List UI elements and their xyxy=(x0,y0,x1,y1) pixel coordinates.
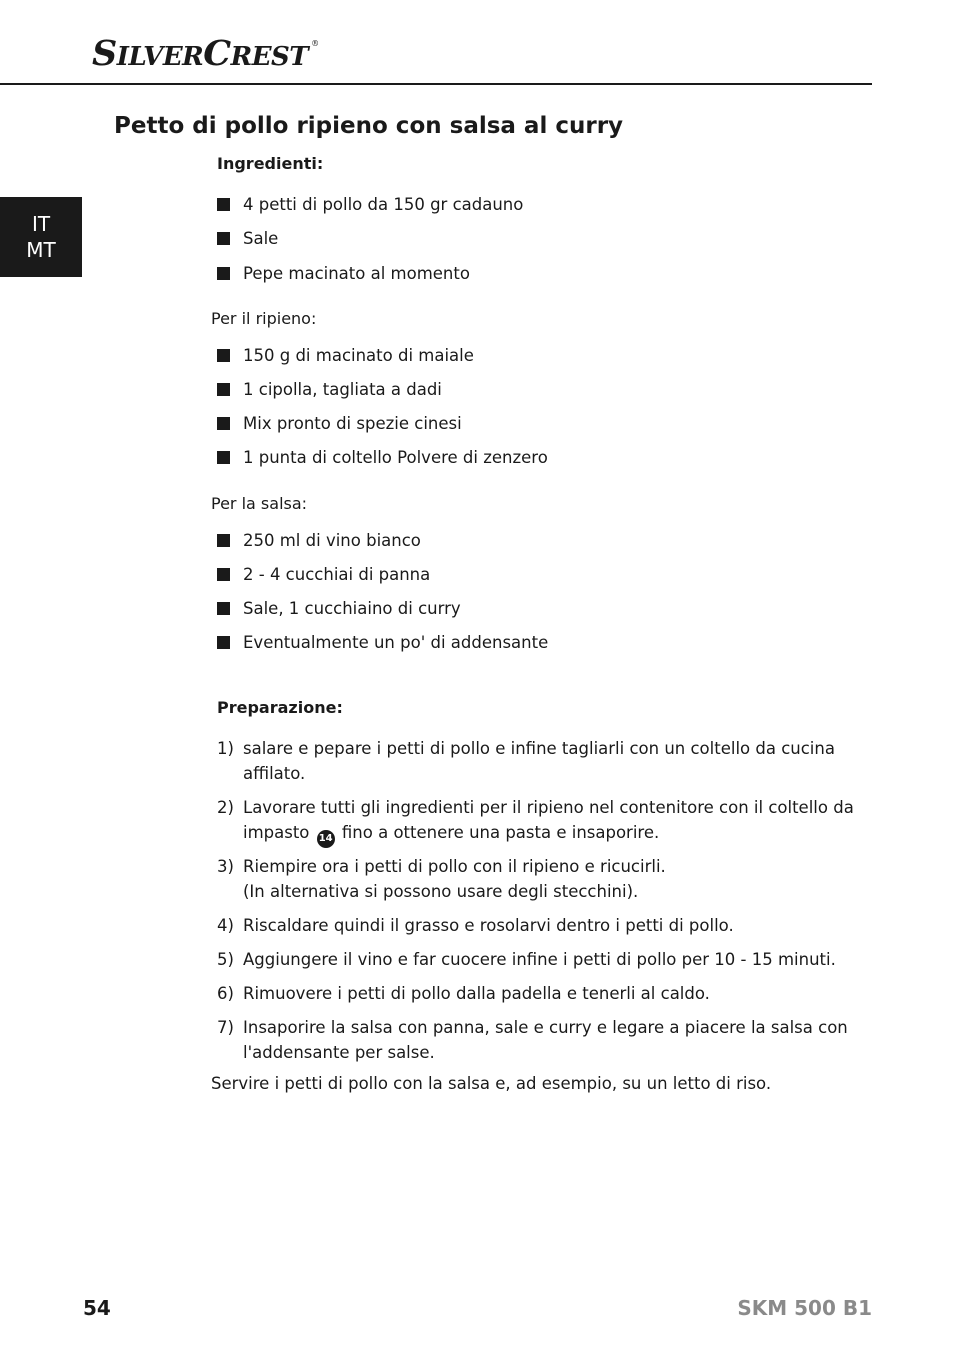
list-item: Eventualmente un po' di addensante xyxy=(217,633,548,652)
step-item: 4) Riscaldare quindi il grasso e rosolarvi dentro i petti di pollo. xyxy=(217,916,734,935)
bullet-icon xyxy=(217,267,230,280)
list-item: 4 petti di pollo da 150 gr cadauno xyxy=(217,195,523,214)
bullet-icon xyxy=(217,568,230,581)
list-item: 1 punta di coltello Polvere di zenzero xyxy=(217,448,548,467)
bullet-icon xyxy=(217,451,230,464)
step-item: 6) Rimuovere i petti di pollo dalla padella e tenerli al caldo. xyxy=(217,984,710,1003)
page-number: 54 xyxy=(83,1296,111,1320)
language-code-it: IT xyxy=(31,212,51,236)
step-item: 2) Lavorare tutti gli ingredienti per il ripieno nel contenitore con il coltello da impasto 14 fino a ottenere una pasta e insaporire. xyxy=(217,796,847,848)
step-item: 3) Riempire ora i petti di pollo con il ripieno e ricucirli. (In alternativa si possono usare degli stecchini). xyxy=(217,857,666,901)
bullet-icon xyxy=(217,602,230,615)
model-number: SKM 500 B1 xyxy=(737,1296,872,1320)
filling-label: Per il ripieno: xyxy=(211,309,317,328)
language-tab xyxy=(0,197,82,277)
preparation-heading: Preparazione: xyxy=(217,698,343,717)
list-item: Pepe macinato al momento xyxy=(217,264,470,283)
serving-note: Servire i petti di pollo con la salsa e, ad esempio, su un letto di riso. xyxy=(211,1074,772,1093)
step-item: 5) Aggiungere il vino e far cuocere infine i petti di pollo per 10 - 15 minuti. xyxy=(217,950,836,969)
ingredients-heading: Ingredienti: xyxy=(217,154,324,173)
brand-logo: SILVERCREST ® xyxy=(92,33,319,74)
bullet-icon xyxy=(217,534,230,547)
list-item: 150 g di macinato di maiale xyxy=(217,346,474,365)
header-rule xyxy=(0,83,872,85)
list-item: Sale xyxy=(217,229,278,248)
list-item: 2 - 4 cucchiai di panna xyxy=(217,565,430,584)
bullet-icon xyxy=(217,232,230,245)
sauce-label: Per la salsa: xyxy=(211,494,308,513)
language-code-mt: MT xyxy=(26,238,56,262)
page-title: Petto di pollo ripieno con salsa al curry xyxy=(114,113,624,139)
list-item: Mix pronto di spezie cinesi xyxy=(217,414,462,433)
list-item: 250 ml di vino bianco xyxy=(217,531,421,550)
list-item: Sale, 1 cucchiaino di curry xyxy=(217,599,461,618)
list-item: 1 cipolla, tagliata a dadi xyxy=(217,380,442,399)
bullet-icon xyxy=(217,349,230,362)
step-item: 1) salare e pepare i petti di pollo e infine tagliarli con un coltello da cucina affilato. xyxy=(217,739,835,783)
step-item: 7) Insaporire la salsa con panna, sale e curry e legare a piacere la salsa con l'addensante per salse. xyxy=(217,1018,848,1062)
bullet-icon xyxy=(217,417,230,430)
bullet-icon xyxy=(217,636,230,649)
bullet-icon xyxy=(217,198,230,211)
bullet-icon xyxy=(217,383,230,396)
part-number-badge: 14 xyxy=(317,830,335,848)
